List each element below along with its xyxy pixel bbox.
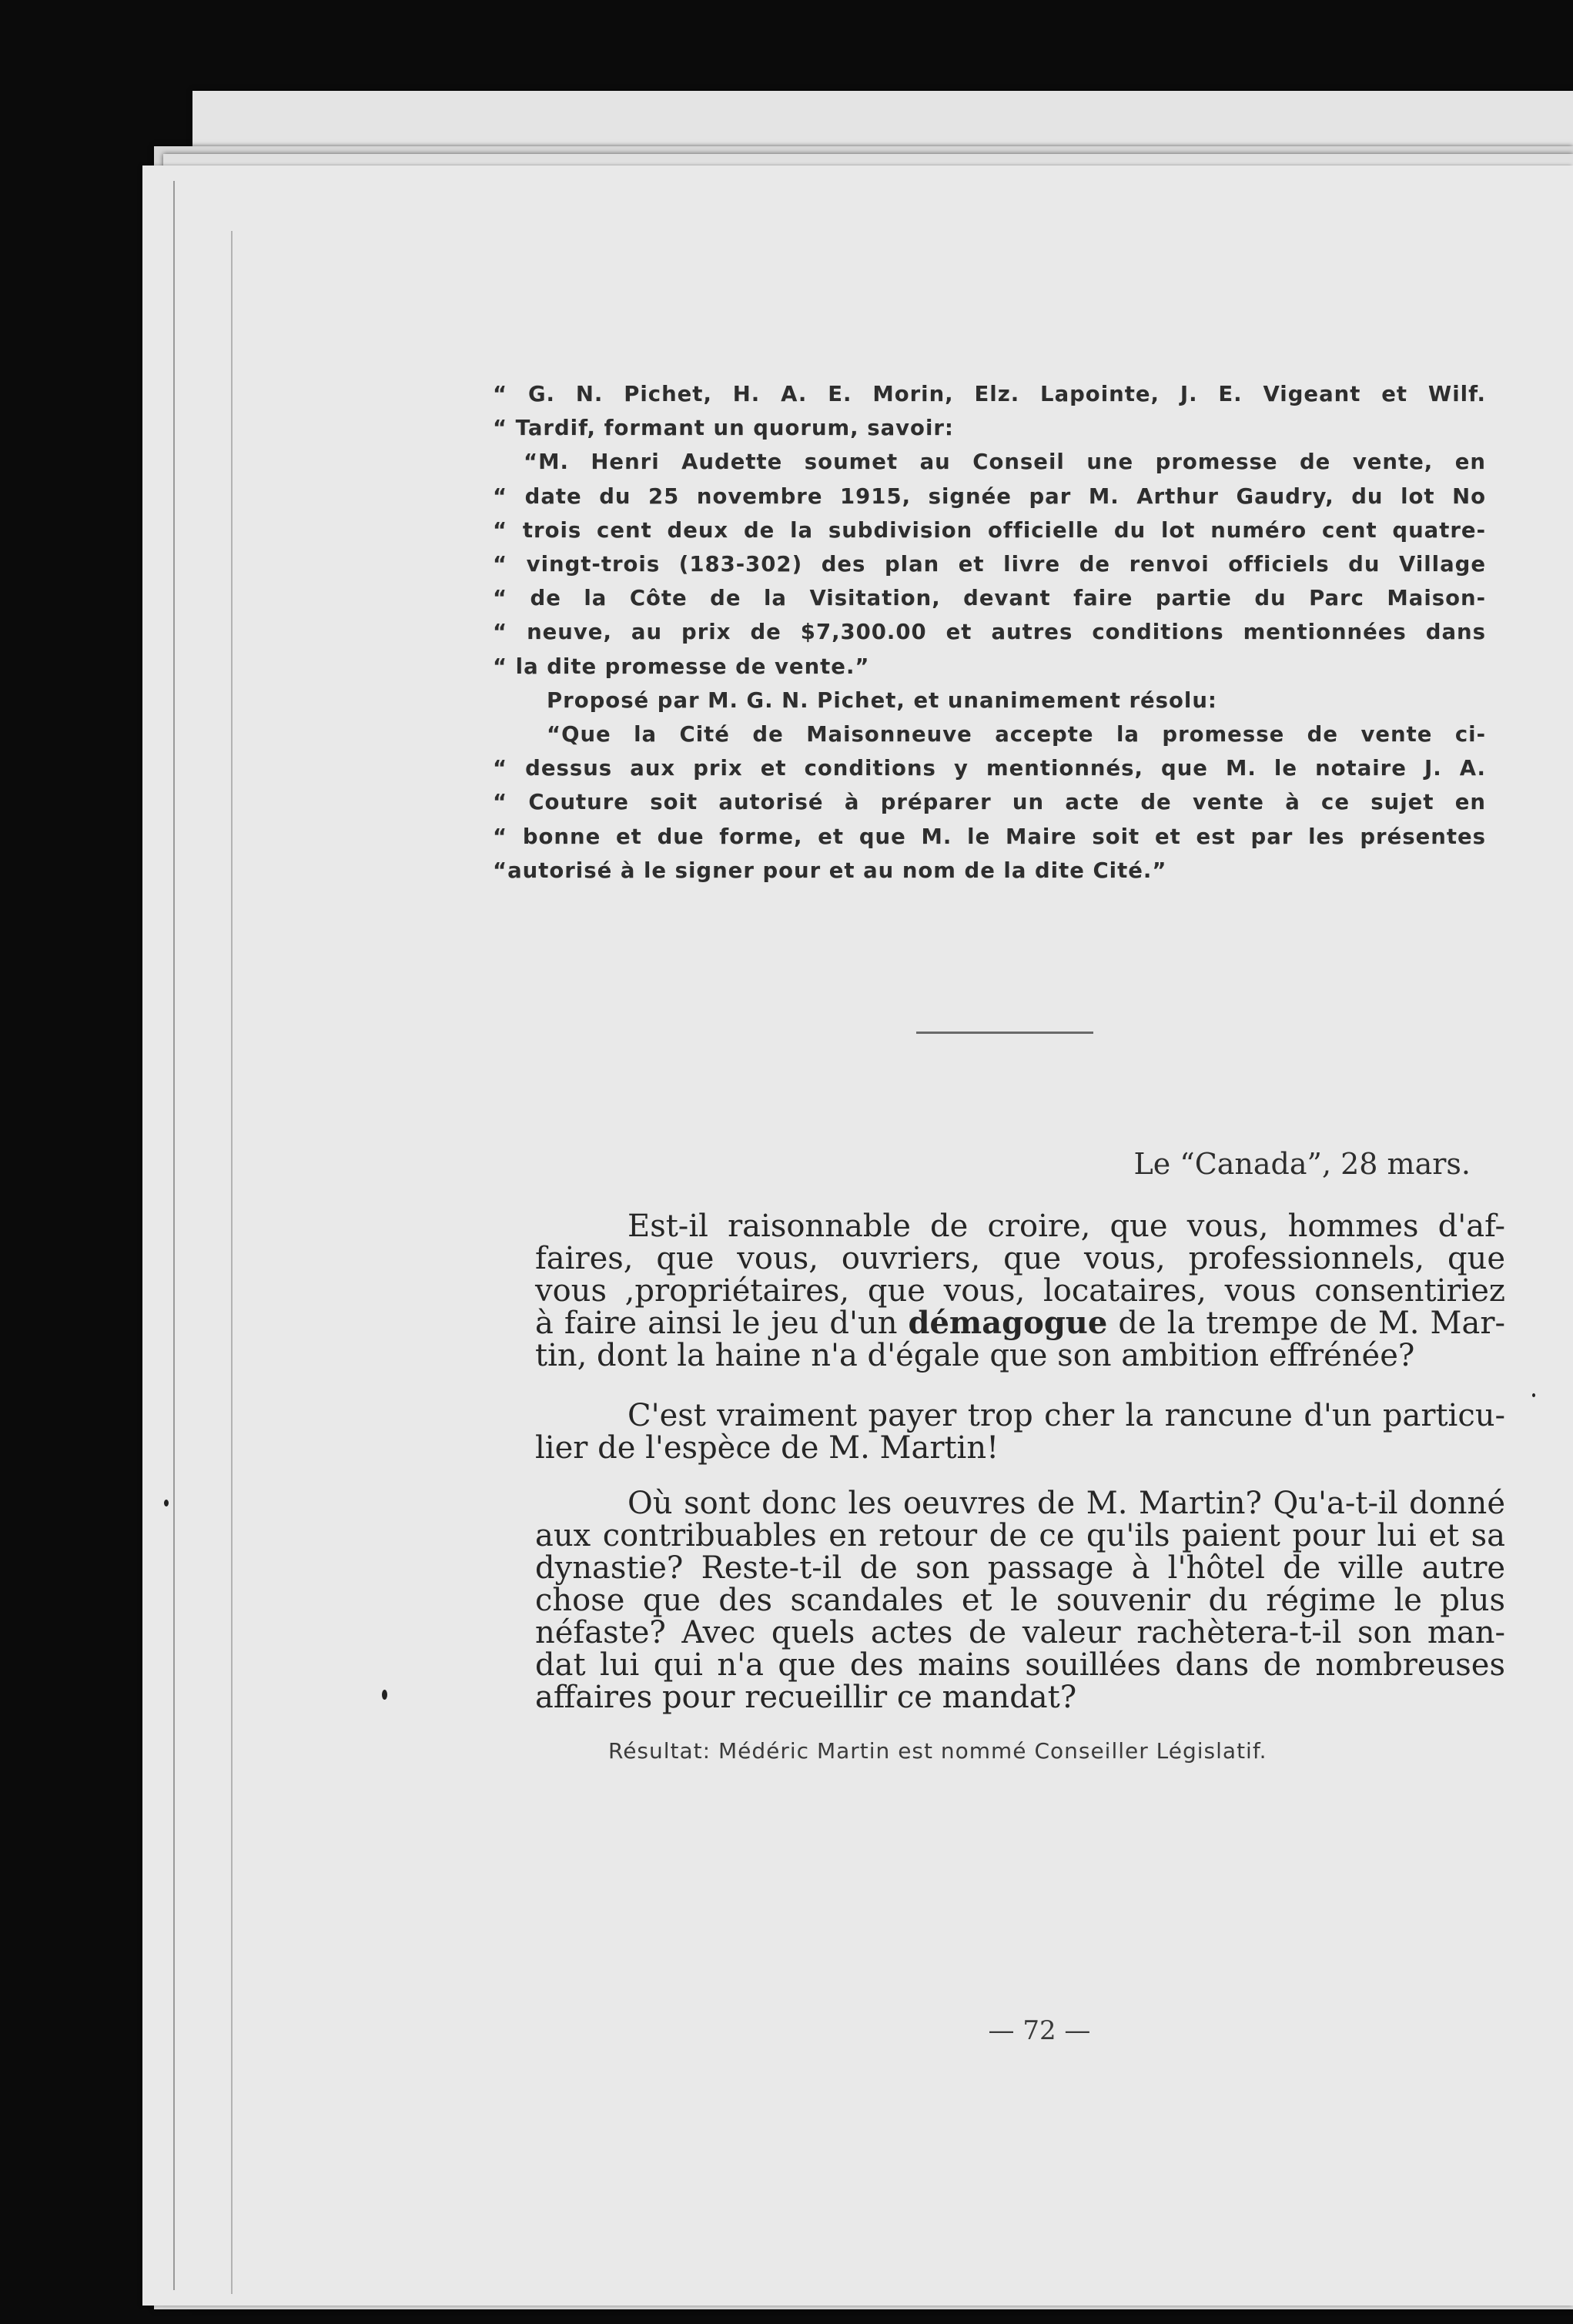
paragraph-line: dat lui qui n'a que des mains souillées dans de nombreuses: [535, 1647, 1505, 1683]
ink-speck: [382, 1690, 387, 1700]
council-minutes-quote: [493, 377, 1486, 888]
quote-line: “ G. N. Pichet, H. A. E. Morin, Elz. Lapointe, J. E. Vigeant et Wilf.: [493, 382, 1486, 406]
paragraph-2: [535, 1399, 1505, 1464]
quote-line: “ de la Côte de la Visitation, devant faire partie du Parc Maison-: [493, 586, 1486, 611]
page-edge-line: [231, 231, 233, 2294]
quote-line: “ Tardif, formant un quorum, savoir:: [493, 416, 954, 441]
quote-line: “ Couture soit autorisé à préparer un acte de vente à ce sujet en: [493, 790, 1486, 815]
paragraph-line: faires, que vous, ouvriers, que vous, professionnels, que: [535, 1241, 1505, 1276]
quote-line: “ date du 25 novembre 1915, signée par M. Arthur Gaudry, du lot No: [493, 483, 1486, 509]
paragraph-line: C'est vraiment payer trop cher la rancune d'un particu-: [628, 1398, 1505, 1433]
paragraph-1: [535, 1210, 1505, 1372]
page-number: — 72 —: [988, 2015, 1091, 2046]
quote-line: “Que la Cité de Maisonneuve accepte la promesse de vente ci-: [547, 722, 1486, 747]
quote-line: “ bonne et due forme, et que M. le Maire soit et est par les présentes: [493, 824, 1486, 849]
paragraph-line: néfaste? Avec quels actes de valeur rachètera-t-il son man-: [535, 1615, 1505, 1650]
ink-speck: [1532, 1393, 1535, 1397]
emphasized-word: démagogue: [908, 1305, 1108, 1341]
paragraph-3: [535, 1487, 1505, 1714]
paragraph-line: lier de l'espèce de M. Martin!: [535, 1430, 999, 1466]
quote-line: “autorisé à le signer pour et au nom de la dite Cité.”: [493, 858, 1167, 883]
paragraph-line: affaires pour recueillir ce mandat?: [535, 1680, 1077, 1715]
result-note: Résultat: Médéric Martin est nommé Conseiller Législatif.: [608, 1738, 1267, 1764]
quote-line: Proposé par M. G. N. Pichet, et unanimement résolu:: [547, 687, 1217, 713]
paragraph-line: dynastie? Reste-t-il de son passage à l'hôtel de ville autre: [535, 1550, 1505, 1586]
paragraph-line-part: de la trempe de M. Mar-: [1118, 1306, 1505, 1341]
section-divider: [916, 1032, 1093, 1034]
quote-line: “ neuve, au prix de $7,300.00 et autres conditions mentionnées dans: [493, 620, 1486, 645]
page-edge-line: [173, 181, 175, 2290]
ink-speck: [164, 1500, 169, 1506]
paragraph-line: vous ,propriétaires, que vous, locataires, vous consentiriez: [535, 1273, 1505, 1309]
paragraph-line: tin, dont la haine n'a d'égale que son ambition effrénée?: [535, 1338, 1415, 1373]
paragraph-line: chose que des scandales et le souvenir du régime le plus: [535, 1583, 1505, 1618]
paragraph-line-part: à faire ainsi le jeu d'un: [535, 1306, 898, 1341]
quote-line: “ la dite promesse de vente.”: [493, 654, 870, 679]
paragraph-line: aux contribuables en retour de ce qu'ils paient pour lui et sa: [535, 1518, 1505, 1553]
paragraph-line: Où sont donc les oeuvres de M. Martin? Qu'a-t-il donné: [628, 1486, 1505, 1521]
quote-line: “ trois cent deux de la subdivision officielle du lot numéro cent quatre-: [493, 517, 1486, 543]
quote-line: “M. Henri Audette soumet au Conseil une promesse de vente, en: [524, 450, 1486, 475]
paragraph-line: [535, 1307, 1505, 1339]
quote-line: “ vingt-trois (183-302) des plan et livre de renvoi officiels du Village: [493, 552, 1486, 577]
newspaper-source: Le “Canada”, 28 mars.: [1133, 1147, 1471, 1181]
quote-line: “ dessus aux prix et conditions y mentionnés, que M. le notaire J. A.: [493, 756, 1486, 781]
paragraph-line: Est-il raisonnable de croire, que vous, hommes d'af-: [628, 1209, 1505, 1244]
